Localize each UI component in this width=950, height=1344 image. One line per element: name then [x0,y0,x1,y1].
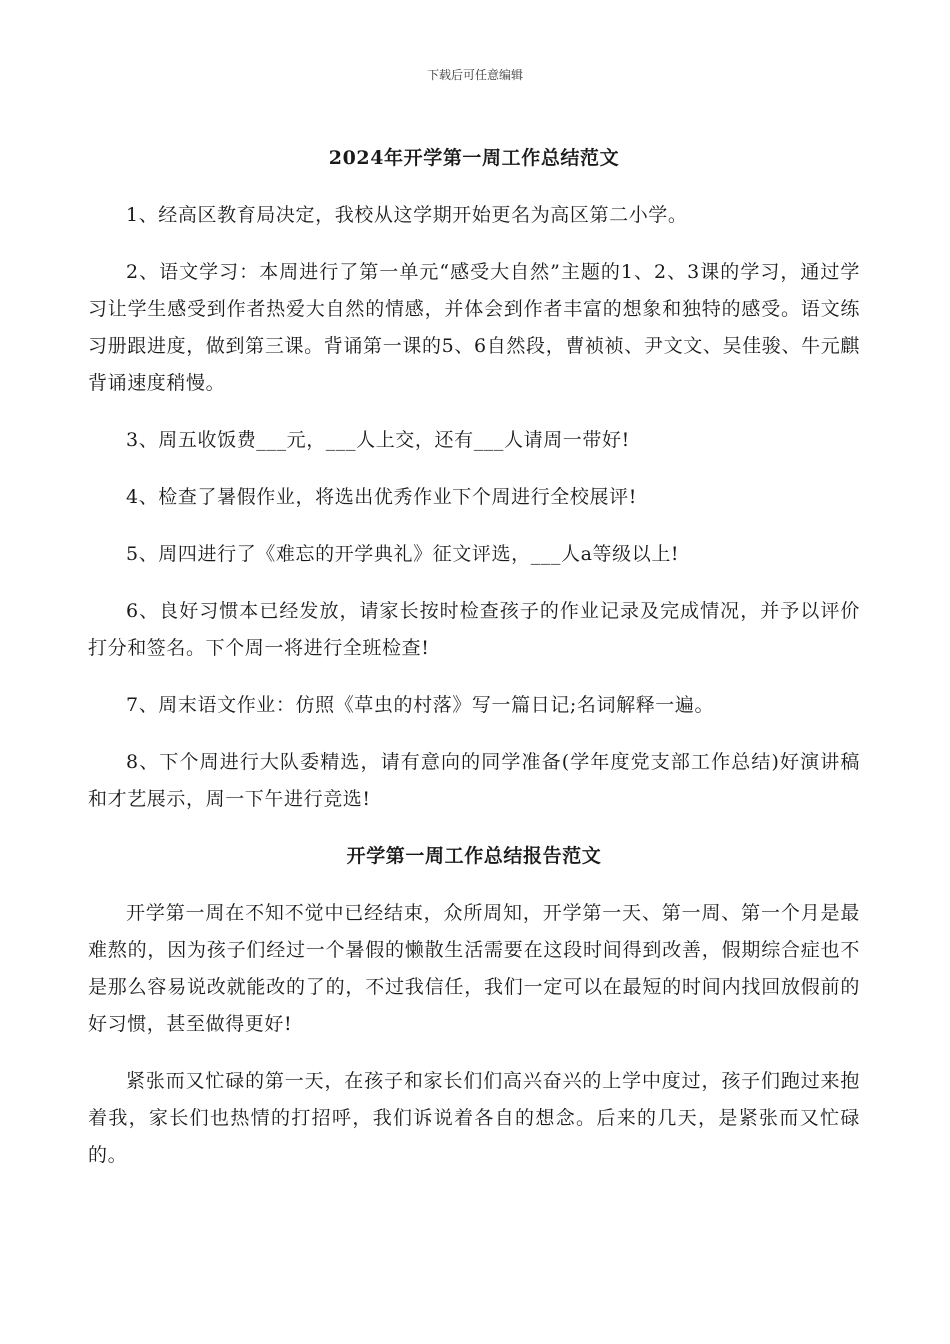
header-note: 下载后可任意编辑 [426,68,523,82]
section2-paragraph-1: 开学第一周在不知不觉中已经结束，众所周知，开学第一天、第一周、第一个月是最难熬的，因为孩子们经过一个暑假的懒散生活需要在这段时间得到改善，假期综合症也不是那么容易说改就能改的了的，不过我信任，我们一定可以在最短的时间内找回放假前的好习惯，甚至做得更好! [88,902,860,1035]
section1-paragraph-1: 1、经高区教育局决定，我校从这学期开始更名为高区第二小学。 [126,204,688,226]
section1-paragraph-6: 6、良好习惯本已经发放，请家长按时检查孩子的作业记录及完成情况，并予以评价打分和签名。下个周一将进行全班检查! [88,600,860,659]
section1-paragraph-5: 5、周四进行了《难忘的开学典礼》征文评选，___人a等级以上! [126,543,680,565]
section2-title: 开学第一周工作总结报告范文 [346,845,602,867]
section1-paragraph-8: 8、下个周进行大队委精选，请有意向的同学准备(学年度党支部工作总结)好演讲稿和才艺展示，周一下午进行竞选! [88,751,860,810]
section1-paragraph-2: 2、语文学习：本周进行了第一单元“感受大自然”主题的1、2、3课的学习，通过学习让学生感受到作者热爱大自然的情感，并体会到作者丰富的想象和独特的感受。语文练习册跟进度，做到第三课。背诵第一课的5、6自然段，曹祯祯、尹文文、吴佳骏、牛元麒背诵速度稍慢。 [88,261,860,394]
section1-paragraph-7: 7、周末语文作业：仿照《草虫的村落》写一篇日记;名词解释一遍。 [126,694,715,716]
section1-paragraph-3: 3、周五收饭费___元，___人上交，还有___人请周一带好! [126,429,630,451]
section1-title: 2024年开学第一周工作总结范文 [328,147,620,169]
section2-paragraph-2: 紧张而又忙碌的第一天，在孩子和家长们们高兴奋兴的上学中度过，孩子们跑过来抱着我，家长们也热情的打招呼，我们诉说着各自的想念。后来的几天，是紧张而又忙碌的。 [88,1070,860,1166]
document-body [88,140,860,1194]
section1-paragraph-4: 4、检查了暑假作业，将选出优秀作业下个周进行全校展评! [126,486,637,508]
